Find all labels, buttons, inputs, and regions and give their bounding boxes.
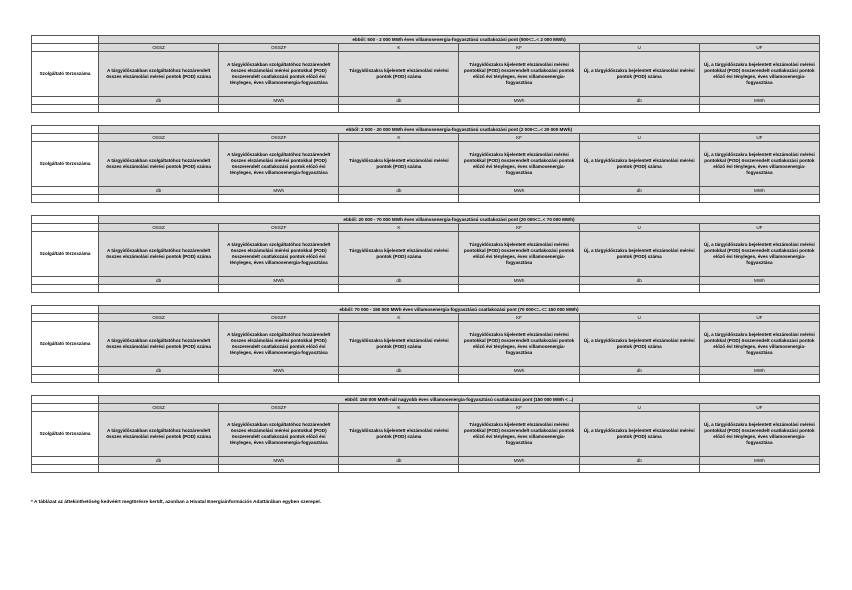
unit-k: db: [339, 97, 459, 105]
code-uf: UF: [699, 314, 819, 322]
unit-uf: MWh: [699, 187, 819, 195]
unit-uf: MWh: [699, 367, 819, 375]
data-cell[interactable]: [459, 465, 579, 473]
code-u: U: [579, 404, 699, 412]
desc-k: Tárgyidőszakra kijelentett elszámolási mérési pontok (POD) száma: [339, 52, 459, 97]
range-table-5: [31, 395, 820, 473]
data-cell[interactable]: [219, 375, 339, 383]
unit-kf: MWh: [459, 367, 579, 375]
data-row: [32, 195, 820, 203]
data-cell[interactable]: [699, 105, 819, 113]
first-col-header: Szolgáltató törzsszáma: [32, 232, 99, 277]
data-cell[interactable]: [699, 465, 819, 473]
unit-kf: MWh: [459, 277, 579, 285]
code-uf: UF: [699, 134, 819, 142]
data-cell[interactable]: [579, 195, 699, 203]
code-kf: KF: [459, 224, 579, 232]
unit-uf: MWh: [699, 457, 819, 465]
data-cell[interactable]: [459, 195, 579, 203]
unit-u: db: [579, 367, 699, 375]
data-cell[interactable]: [339, 465, 459, 473]
desc-kf: Tárgyidőszakra kijelentett elszámolási mérési pontokkal (POD) összerendelt csatlakozási pontok előző évi tényleges, éves villamosenergia-fogyasztása: [459, 322, 579, 367]
code-ossz: OSSZ: [99, 134, 219, 142]
code-u: U: [579, 314, 699, 322]
unit-k: db: [339, 367, 459, 375]
code-ossz: OSSZ: [99, 314, 219, 322]
desc-osszf: A tárgyidőszakban szolgáltatóhoz hozzárendelt összes elszámolási mérési pontokkal (POD) összerendelt csatlakozási pontok előző évi tényleges, éves villamosenergia-fogyasztása: [219, 232, 339, 277]
desc-uf: Új, a tárgyidőszakra bejelentett elszámolási mérési pontokkal (POD) összerendelt csatlakozási pontok előző évi tényleges, éves villamosenergia-fogyasztása: [699, 52, 819, 97]
desc-ossz: A tárgyidőszakban szolgáltatóhoz hozzárendelt összes elszámolási mérési pontok (POD) száma: [99, 142, 219, 187]
code-k: K: [339, 314, 459, 322]
range-title: ebből: 2 000 - 20 000 MWh éves villamosenergia-fogyasztású csatlakozási pont (2 000<=..< 20 000 MWh): [99, 126, 820, 134]
desc-k: Tárgyidőszakra kijelentett elszámolási mérési pontok (POD) száma: [339, 322, 459, 367]
data-cell[interactable]: [219, 285, 339, 293]
first-col-header: Szolgáltató törzsszáma: [32, 142, 99, 187]
data-cell[interactable]: [99, 105, 219, 113]
tables-container: [31, 35, 820, 485]
code-ossz: OSSZ: [99, 404, 219, 412]
desc-uf: Új, a tárgyidőszakra bejelentett elszámolási mérési pontokkal (POD) összerendelt csatlakozási pontok előző évi tényleges, éves villamosenergia-fogyasztása: [699, 412, 819, 457]
desc-osszf: A tárgyidőszakban szolgáltatóhoz hozzárendelt összes elszámolási mérési pontokkal (POD) összerendelt csatlakozási pontok előző évi tényleges, éves villamosenergia-fogyasztása: [219, 142, 339, 187]
desc-osszf: A tárgyidőszakban szolgáltatóhoz hozzárendelt összes elszámolási mérési pontokkal (POD) összerendelt csatlakozási pontok előző évi tényleges, éves villamosenergia-fogyasztása: [219, 412, 339, 457]
unit-osszf: MWh: [219, 97, 339, 105]
data-cell[interactable]: [32, 465, 99, 473]
desc-ossz: A tárgyidőszakban szolgáltatóhoz hozzárendelt összes elszámolási mérési pontok (POD) száma: [99, 232, 219, 277]
desc-kf: Tárgyidőszakra kijelentett elszámolási mérési pontokkal (POD) összerendelt csatlakozási pontok előző évi tényleges, éves villamosenergia-fogyasztása: [459, 232, 579, 277]
data-cell[interactable]: [32, 285, 99, 293]
code-kf: KF: [459, 314, 579, 322]
data-cell[interactable]: [32, 375, 99, 383]
unit-ossz: db: [99, 457, 219, 465]
desc-k: Tárgyidőszakra kijelentett elszámolási mérési pontok (POD) száma: [339, 412, 459, 457]
data-cell[interactable]: [339, 375, 459, 383]
code-k: K: [339, 134, 459, 142]
code-k: K: [339, 224, 459, 232]
unit-ossz: db: [99, 367, 219, 375]
range-title: ebből: 70 000 - 150 000 MWh éves villamosenergia-fogyasztású csatlakozási pont (70 000<=..<= 150 000 MWh): [99, 306, 820, 314]
data-cell[interactable]: [339, 285, 459, 293]
code-kf: KF: [459, 134, 579, 142]
desc-kf: Tárgyidőszakra kijelentett elszámolási mérési pontokkal (POD) összerendelt csatlakozási pontok előző évi tényleges, éves villamosenergia-fogyasztása: [459, 412, 579, 457]
unit-kf: MWh: [459, 457, 579, 465]
unit-ossz: db: [99, 187, 219, 195]
unit-osszf: MWh: [219, 187, 339, 195]
range-title: ebből: 20 000 - 70 000 MWh éves villamosenergia-fogyasztású csatlakozási pont (20 000<=..< 70 000 MWh): [99, 216, 820, 224]
code-osszf: OSSZF: [219, 314, 339, 322]
desc-u: Új, a tárgyidőszakra bejelentett elszámolási mérési pontok (POD) száma: [579, 412, 699, 457]
unit-uf: MWh: [699, 277, 819, 285]
data-cell[interactable]: [32, 105, 99, 113]
code-ossz: OSSZ: [99, 44, 219, 52]
range-title: ebből: 500 - 2 000 MWh éves villamosenergia-fogyasztású csatlakozási pont (500<=..< 2 000 MWh): [99, 36, 820, 44]
unit-u: db: [579, 97, 699, 105]
range-table-2: [31, 125, 820, 203]
unit-u: db: [579, 277, 699, 285]
data-cell[interactable]: [219, 465, 339, 473]
code-u: U: [579, 44, 699, 52]
unit-k: db: [339, 457, 459, 465]
code-osszf: OSSZF: [219, 404, 339, 412]
desc-u: Új, a tárgyidőszakra bejelentett elszámolási mérési pontok (POD) száma: [579, 142, 699, 187]
code-kf: KF: [459, 44, 579, 52]
unit-u: db: [579, 457, 699, 465]
first-col-header: Szolgáltató törzsszáma: [32, 52, 99, 97]
data-cell[interactable]: [99, 375, 219, 383]
data-cell[interactable]: [99, 465, 219, 473]
unit-kf: MWh: [459, 187, 579, 195]
first-col-header: Szolgáltató törzsszáma: [32, 412, 99, 457]
data-cell[interactable]: [699, 285, 819, 293]
desc-k: Tárgyidőszakra kijelentett elszámolási mérési pontok (POD) száma: [339, 142, 459, 187]
unit-u: db: [579, 187, 699, 195]
data-cell[interactable]: [339, 105, 459, 113]
desc-kf: Tárgyidőszakra kijelentett elszámolási mérési pontokkal (POD) összerendelt csatlakozási pontok előző évi tényleges, éves villamosenergia-fogyasztása: [459, 52, 579, 97]
code-osszf: OSSZF: [219, 44, 339, 52]
data-cell[interactable]: [339, 195, 459, 203]
footnote: * A táblázat az áttekinthetőség kedvéért megtörésre került, azonban a Hivatal Energiainformációs Adattárában egyben szerepel.: [31, 500, 322, 505]
data-cell[interactable]: [699, 195, 819, 203]
unit-osszf: MWh: [219, 367, 339, 375]
desc-uf: Új, a tárgyidőszakra bejelentett elszámolási mérési pontokkal (POD) összerendelt csatlakozási pontok előző évi tényleges, éves villamosenergia-fogyasztása: [699, 322, 819, 367]
data-cell[interactable]: [99, 285, 219, 293]
data-row: [32, 285, 820, 293]
unit-ossz: db: [99, 277, 219, 285]
code-uf: UF: [699, 44, 819, 52]
desc-u: Új, a tárgyidőszakra bejelentett elszámolási mérési pontok (POD) száma: [579, 322, 699, 367]
desc-k: Tárgyidőszakra kijelentett elszámolási mérési pontok (POD) száma: [339, 232, 459, 277]
data-cell[interactable]: [579, 465, 699, 473]
code-uf: UF: [699, 404, 819, 412]
unit-osszf: MWh: [219, 277, 339, 285]
unit-ossz: db: [99, 97, 219, 105]
code-ossz: OSSZ: [99, 224, 219, 232]
data-cell[interactable]: [699, 375, 819, 383]
code-kf: KF: [459, 404, 579, 412]
code-osszf: OSSZF: [219, 134, 339, 142]
data-cell[interactable]: [219, 195, 339, 203]
data-cell[interactable]: [459, 105, 579, 113]
data-row: [32, 105, 820, 113]
data-cell[interactable]: [99, 195, 219, 203]
data-cell[interactable]: [579, 375, 699, 383]
unit-k: db: [339, 187, 459, 195]
code-u: U: [579, 224, 699, 232]
desc-u: Új, a tárgyidőszakra bejelentett elszámolási mérési pontok (POD) száma: [579, 232, 699, 277]
code-osszf: OSSZF: [219, 224, 339, 232]
range-table-3: [31, 215, 820, 293]
range-table-1: [31, 35, 820, 113]
data-cell[interactable]: [579, 105, 699, 113]
desc-uf: Új, a tárgyidőszakra bejelentett elszámolási mérési pontokkal (POD) összerendelt csatlakozási pontok előző évi tényleges, éves villamosenergia-fogyasztása: [699, 232, 819, 277]
data-cell[interactable]: [459, 285, 579, 293]
range-table-4: [31, 305, 820, 383]
desc-u: Új, a tárgyidőszakra bejelentett elszámolási mérési pontok (POD) száma: [579, 52, 699, 97]
unit-k: db: [339, 277, 459, 285]
desc-osszf: A tárgyidőszakban szolgáltatóhoz hozzárendelt összes elszámolási mérési pontokkal (POD) összerendelt csatlakozási pontok előző évi tényleges, éves villamosenergia-fogyasztása: [219, 52, 339, 97]
unit-kf: MWh: [459, 97, 579, 105]
first-col-header: Szolgáltató törzsszáma: [32, 322, 99, 367]
data-row: [32, 375, 820, 383]
data-cell[interactable]: [579, 285, 699, 293]
desc-osszf: A tárgyidőszakban szolgáltatóhoz hozzárendelt összes elszámolási mérési pontokkal (POD) összerendelt csatlakozási pontok előző évi tényleges, éves villamosenergia-fogyasztása: [219, 322, 339, 367]
desc-ossz: A tárgyidőszakban szolgáltatóhoz hozzárendelt összes elszámolási mérési pontok (POD) száma: [99, 412, 219, 457]
data-cell[interactable]: [219, 105, 339, 113]
code-k: K: [339, 404, 459, 412]
range-title: ebből: 150 000 MWh-nál nagyobb éves villamosenergia-fogyasztású csatlakozási pont (150 000 MWh < ..): [99, 396, 820, 404]
desc-ossz: A tárgyidőszakban szolgáltatóhoz hozzárendelt összes elszámolási mérési pontok (POD) száma: [99, 52, 219, 97]
desc-ossz: A tárgyidőszakban szolgáltatóhoz hozzárendelt összes elszámolási mérési pontok (POD) száma: [99, 322, 219, 367]
data-cell[interactable]: [32, 195, 99, 203]
code-uf: UF: [699, 224, 819, 232]
data-cell[interactable]: [459, 375, 579, 383]
unit-uf: MWh: [699, 97, 819, 105]
data-row: [32, 465, 820, 473]
code-k: K: [339, 44, 459, 52]
unit-osszf: MWh: [219, 457, 339, 465]
desc-kf: Tárgyidőszakra kijelentett elszámolási mérési pontokkal (POD) összerendelt csatlakozási pontok előző évi tényleges, éves villamosenergia-fogyasztása: [459, 142, 579, 187]
code-u: U: [579, 134, 699, 142]
desc-uf: Új, a tárgyidőszakra bejelentett elszámolási mérési pontokkal (POD) összerendelt csatlakozási pontok előző évi tényleges, éves villamosenergia-fogyasztása: [699, 142, 819, 187]
